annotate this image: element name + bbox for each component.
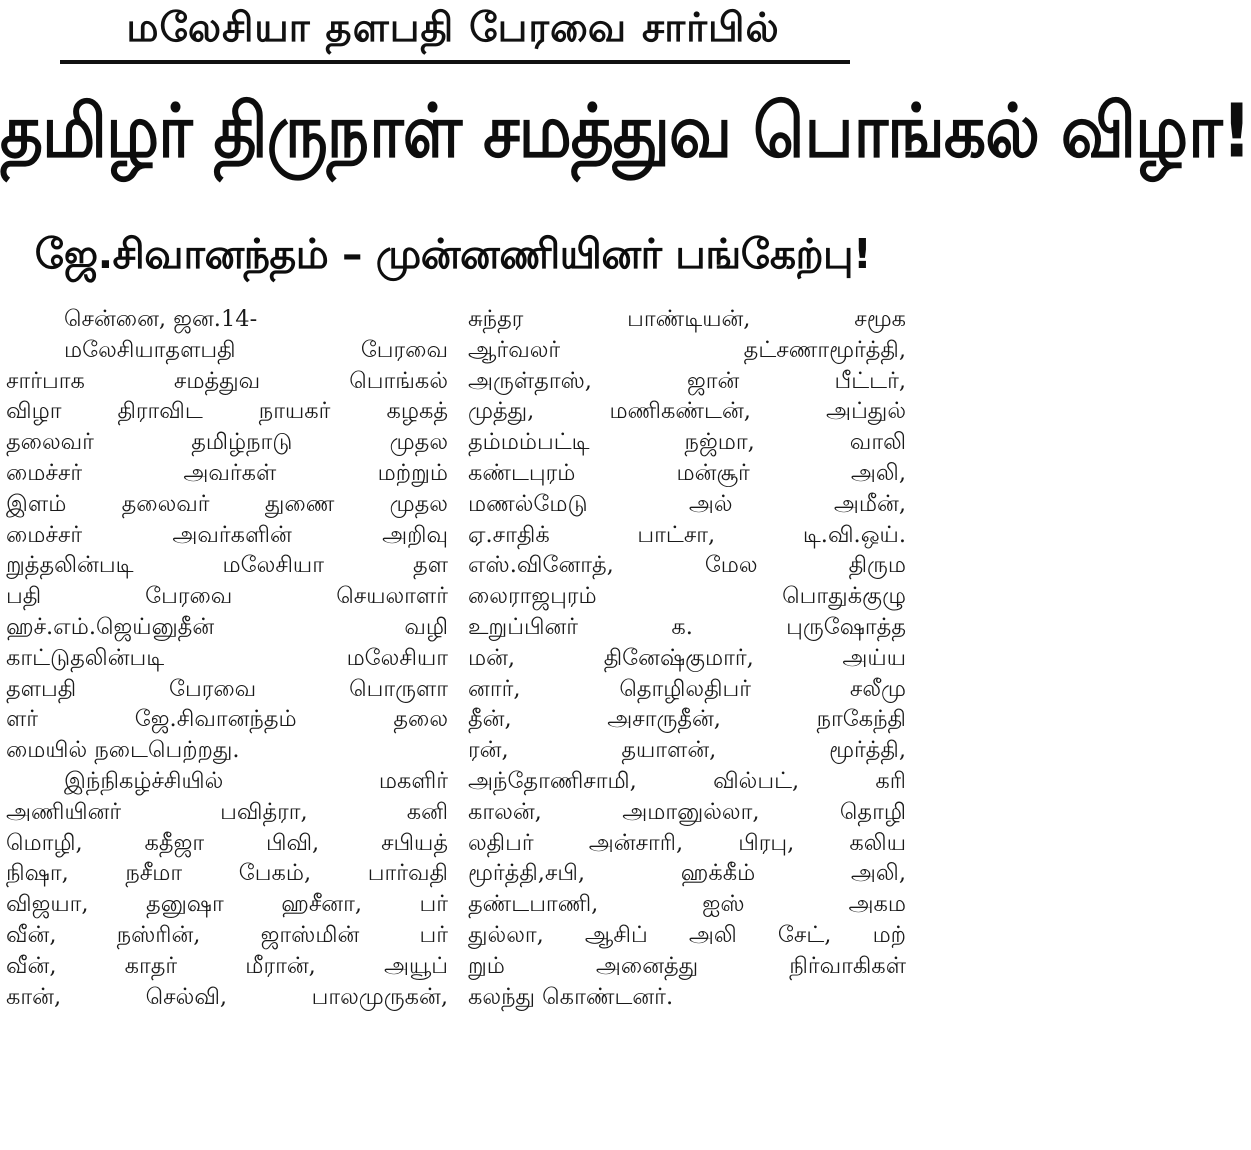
body-line: மணல்மேடு அல் அமீன், xyxy=(468,490,906,517)
body-line: னார், தொழிலதிபர் சலீமு xyxy=(468,675,906,702)
body-line: ஹச்.எம்.ஜெய்னுதீன் வழி xyxy=(6,613,448,640)
body-line: மைச்சர் அவர்களின் அறிவு xyxy=(6,521,448,548)
body-line: சார்பாக சமத்துவ பொங்கல் xyxy=(6,367,448,394)
body-line: கலந்து கொண்டனர். xyxy=(468,983,674,1010)
body-line: உறுப்பினர் க. புருஷோத்த xyxy=(468,613,906,640)
body-line: கண்டபுரம் மன்சூர் அலி, xyxy=(468,459,906,486)
body-line: மூர்த்தி,சபி, ஹக்கீம் அலி, xyxy=(468,860,906,887)
main-headline: தமிழர் திருநாள் சமத்துவ பொங்கல் விழா! xyxy=(0,88,1251,175)
body-line: அந்தோணிசாமி, வில்பட், கரி xyxy=(468,767,906,794)
body-line: ஏ.சாதிக் பாட்சா, டி.வி.ஒய். xyxy=(468,521,906,548)
kicker-underline xyxy=(60,60,850,64)
body-line: நிஷா, நசீமா பேகம், பார்வதி xyxy=(6,860,448,887)
body-line: ரன், தயாளன், மூர்த்தி, xyxy=(468,737,906,764)
body-line: முத்து, மணிகண்டன், அப்துல் xyxy=(468,398,906,425)
body-line: தம்மம்பட்டி நஜ்மா, வாலி xyxy=(468,429,906,456)
body-line: லதிபர் அன்சாரி, பிரபு, கலிய xyxy=(468,829,906,856)
body-line: றும் அனைத்து நிர்வாகிகள் xyxy=(468,952,906,979)
dateline: சென்னை, ஜன.14- xyxy=(64,306,258,332)
body-line: றுத்தலின்படி மலேசியா தள xyxy=(6,552,448,579)
body-line: லைராஜபுரம் பொதுக்குழு xyxy=(468,583,906,610)
body-line: இளம் தலைவர் துணை முதல xyxy=(6,490,448,517)
body-line: காலன், அமானுல்லா, தொழி xyxy=(468,798,906,825)
sub-headline: ஜே.சிவானந்தம் – முன்னணியினர் பங்கேற்பு! xyxy=(34,230,872,278)
body-line: வீன், நஸ்ரின், ஜாஸ்மின் பர் xyxy=(6,921,448,948)
body-line: மன், தினேஷ்குமார், அய்ய xyxy=(468,644,906,671)
body-line: எஸ்.வினோத், மேல திரும xyxy=(468,552,906,579)
body-line: அணியினர் பவித்ரா, கனி xyxy=(6,798,448,825)
body-line: ளர் ஜே.சிவானந்தம் தலை xyxy=(6,706,448,733)
body-line: பதி பேரவை செயலாளர் xyxy=(6,583,448,610)
body-line: காட்டுதலின்படி மலேசியா xyxy=(6,644,448,671)
body-line: மையில் நடைபெற்றது. xyxy=(6,737,240,764)
body-line: மொழி, கதீஜா பிவி, சபியத் xyxy=(6,829,448,856)
body-line: ஆர்வலர் தட்சணாமூர்த்தி, xyxy=(468,336,906,363)
body-line: மலேசியாதளபதி பேரவை xyxy=(64,336,448,363)
article-column-left xyxy=(6,304,448,1012)
body-line: மைச்சர் அவர்கள் மற்றும் xyxy=(6,459,448,486)
body-line: தலைவர் தமிழ்நாடு முதல xyxy=(6,429,448,456)
body-line: தண்டபாணி, ஐஸ் அகம xyxy=(468,891,906,918)
kicker-headline: மலேசியா தளபதி பேரவை சார்பில் xyxy=(126,5,780,51)
body-line: இந்நிகழ்ச்சியில் மகளிர் xyxy=(64,767,448,794)
body-line: வீன், காதர் மீரான், அயூப் xyxy=(6,952,448,979)
body-line: தளபதி பேரவை பொருளா xyxy=(6,675,448,702)
body-line: அருள்தாஸ், ஜான் பீட்டர், xyxy=(468,367,906,394)
body-line: தீன், அசாருதீன், நாகேந்தி xyxy=(468,706,906,733)
article-column-right xyxy=(468,304,906,1012)
body-line: விஜயா, தனுஷா ஹசீனா, பர் xyxy=(6,891,448,918)
body-line: சுந்தர பாண்டியன், சமூக xyxy=(468,306,906,332)
body-line: கான், செல்வி, பாலமுருகன், xyxy=(6,983,448,1010)
body-line: விழா திராவிட நாயகர் கழகத் xyxy=(6,398,448,425)
body-line: துல்லா, ஆசிப் அலி சேட், மற் xyxy=(468,921,906,948)
